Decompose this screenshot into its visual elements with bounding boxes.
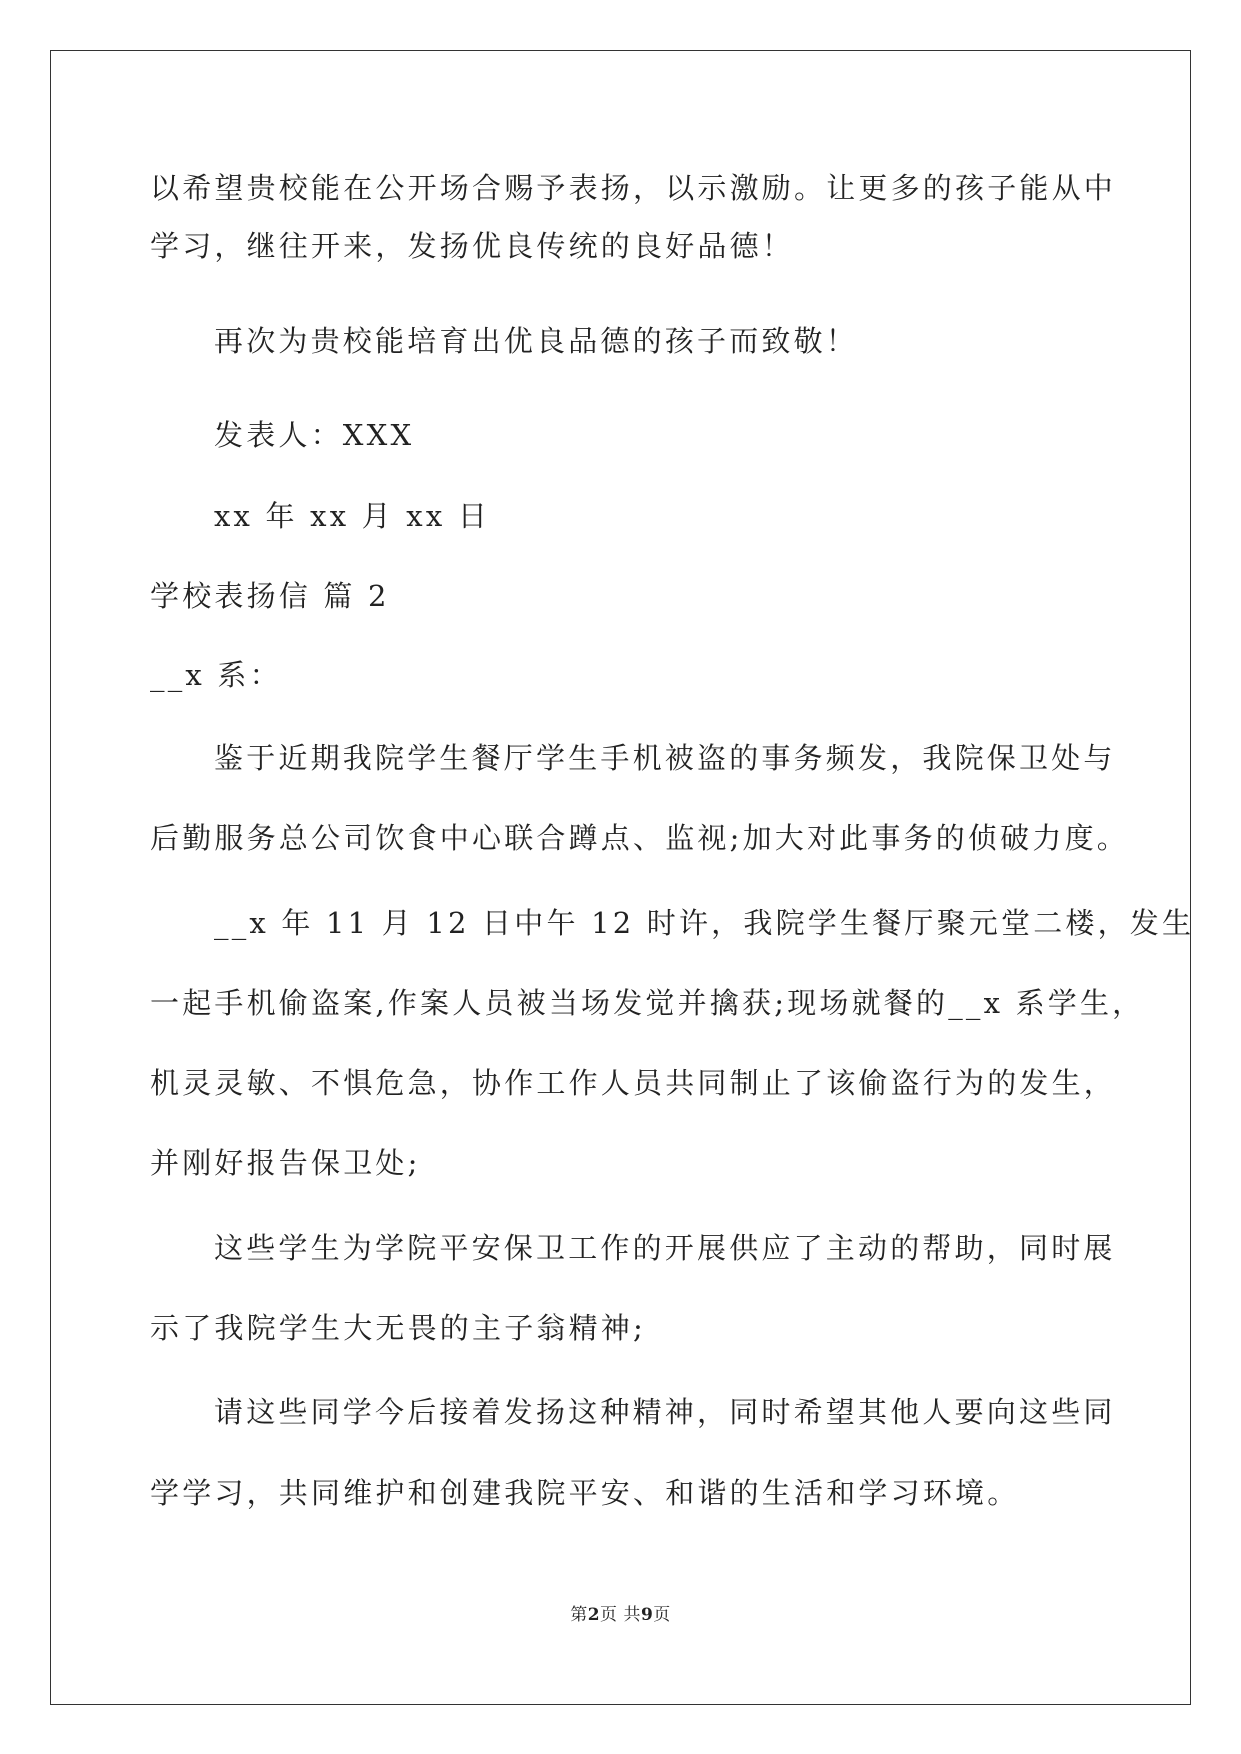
footer-prefix: 第 [570,1605,588,1625]
page-border [50,50,1191,1705]
footer-suffix: 页 [653,1605,671,1625]
signature-line: 发表人：XXX [214,418,415,452]
text-line-16: 请这些同学今后接着发扬这种精神，同时希望其他人要向这些同 [214,1395,1116,1429]
section-heading: 学校表扬信 篇 2 [150,579,390,613]
salutation: __x 系： [150,658,282,692]
text-line-17: 学学习，共同维护和创建我院平安、和谐的生活和学习环境。 [150,1476,1020,1510]
footer-mid: 页 共 [600,1605,641,1625]
text-line-1: 以希望贵校能在公开场合赐予表扬，以示激励。让更多的孩子能从中 [150,171,1117,205]
text-line-9: 后勤服务总公司饮食中心联合蹲点、监视;加大对此事务的侦破力度。 [150,821,1129,855]
text-line-11: 一起手机偷盗案,作案人员被当场发觉并擒获;现场就餐的__x 系学生， [150,986,1145,1020]
text-line-3: 再次为贵校能培育出优良品德的孩子而致敬！ [214,324,859,358]
text-line-8: 鉴于近期我院学生餐厅学生手机被盗的事务频发，我院保卫处与 [214,741,1116,775]
date-line: xx 年 xx 月 xx 日 [214,499,491,533]
total-pages-number: 9 [640,1605,654,1625]
text-line-15: 示了我院学生大无畏的主子翁精神; [150,1311,646,1345]
text-line-12: 机灵灵敏、不惧危急，协作工作人员共同制止了该偷盗行为的发生， [150,1066,1117,1100]
page-footer [0,1600,1241,1625]
text-line-10: __x 年 11 月 12 日中午 12 时许，我院学生餐厅聚元堂二楼，发生 [214,906,1195,940]
text-line-14: 这些学生为学院平安保卫工作的开展供应了主动的帮助，同时展 [214,1231,1116,1265]
text-line-2: 学习，继往开来，发扬优良传统的良好品德！ [150,229,795,263]
text-line-13: 并刚好报告保卫处; [150,1146,421,1180]
current-page-number: 2 [587,1605,601,1625]
